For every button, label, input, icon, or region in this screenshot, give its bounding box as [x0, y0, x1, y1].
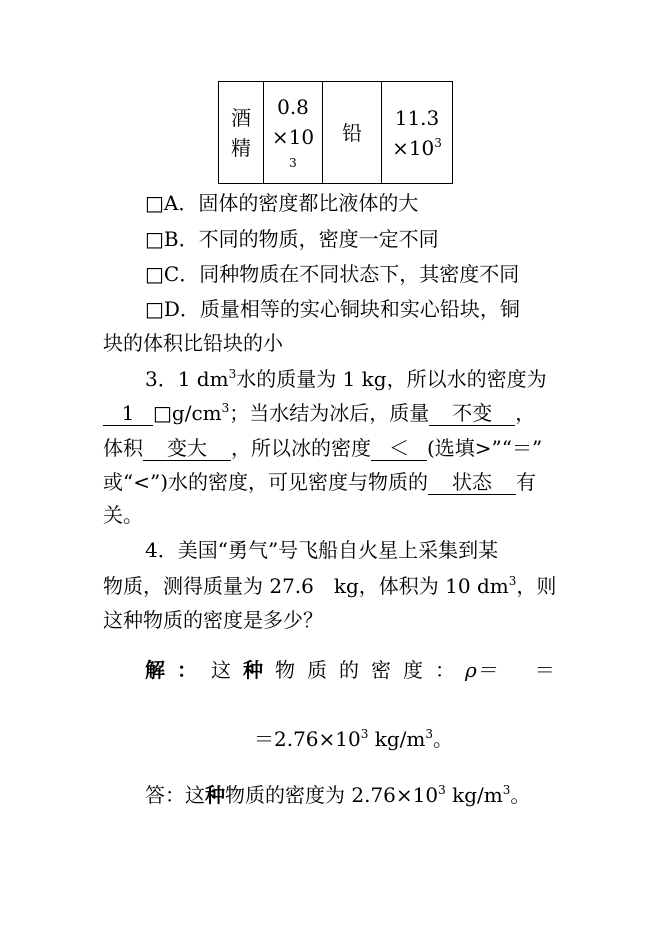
q3-line1-a: 3．1 dm	[145, 367, 229, 391]
answer-sup2: 3	[502, 783, 511, 797]
cell-alcohol-density-line1: 0.8	[277, 94, 309, 119]
cell-lead-density-mult: ×10	[392, 135, 435, 160]
q3-answer-1: 1	[103, 401, 153, 426]
answer-a: 答：这	[145, 783, 205, 807]
solution-line2-b: kg/m	[368, 727, 426, 751]
q3-text-3: ，所以冰的密度	[231, 436, 371, 460]
cell-alcohol-line1: 酒	[231, 105, 251, 130]
solution-line2-c: 。	[433, 727, 454, 751]
q4-line2	[103, 576, 556, 596]
cell-alcohol-density-line2: ×10	[271, 124, 315, 149]
q3-line4	[103, 470, 536, 495]
cell-lead: 铅	[323, 82, 382, 184]
cell-alcohol-density-line3: 3	[289, 155, 297, 170]
solution-line1	[145, 660, 555, 680]
option-d-line2: 块的体积比铅块的小	[103, 331, 283, 355]
answer-line	[145, 785, 530, 805]
q4-line2-sup: 3	[508, 574, 517, 588]
q3-text-4: (选填>”“＝”	[427, 436, 543, 460]
cell-lead-density	[382, 82, 453, 184]
option-d-line1: □D．质量相等的实心铜块和实心铅块，铜	[145, 297, 520, 321]
solution-a: 这	[211, 658, 243, 682]
cell-lead-density-exp: 3	[434, 135, 442, 150]
solution-colon2: ：	[435, 658, 455, 682]
density-table	[218, 81, 453, 184]
option-a: □A．固体的密度都比液体的大	[145, 191, 419, 215]
answer-e: 。	[510, 783, 531, 807]
q3-line3	[103, 436, 542, 461]
q3-line1-b: 水的质量为 1 kg，所以水的密度为	[236, 367, 547, 391]
solution-rest: 物质的密度	[275, 658, 435, 682]
q3-line1-sup: 3	[228, 367, 237, 381]
answer-sup: 3	[438, 783, 446, 797]
answer-c: 物质的密度为 2.76×10	[225, 783, 439, 807]
option-c: □C．同种物质在不同状态下，其密度不同	[145, 262, 520, 286]
q3-line5: 关。	[103, 503, 143, 527]
solution-b: 种	[243, 658, 275, 682]
q3-unit-1-sup: 3	[221, 401, 230, 415]
q3-line2	[103, 401, 535, 426]
cell-lead-density-line1: 11.3	[394, 105, 440, 130]
solution-rho: ρ＝	[465, 658, 497, 682]
q3-answer-2: 不变	[429, 401, 515, 426]
answer-b: 种	[205, 783, 225, 807]
cell-alcohol	[219, 82, 264, 184]
cell-alcohol-line2: 精	[231, 135, 251, 160]
solution-jie: 解	[145, 658, 165, 682]
q4-line2-b: ，则	[516, 574, 557, 598]
solution-eq: ＝	[534, 658, 555, 682]
option-b: □B．不同的物质，密度一定不同	[145, 227, 439, 251]
q3-text-2: 体积	[103, 436, 143, 460]
q3-answer-3: 变大	[143, 436, 231, 461]
q3-comma-1: ，	[515, 401, 536, 425]
q3-line1	[145, 369, 547, 389]
q4-line2-a: 物质，测得质量为 27.6 kg，体积为 10 dm	[103, 574, 509, 598]
q3-answer-4: ＜	[371, 436, 427, 461]
q3-answer-5: 状态	[428, 470, 516, 495]
cell-alcohol-density	[264, 82, 323, 184]
q3-text-1: ；当水结为冰后，质量	[229, 401, 430, 425]
solution-line2-sup: 3	[360, 727, 369, 741]
q3-unit-1: □g/cm	[153, 401, 222, 425]
q4-line1: 4．美国“勇气”号飞船自火星上采集到某	[145, 538, 499, 562]
q4-line3: 这种物质的密度是多少？	[103, 608, 323, 632]
solution-colon: ：	[177, 658, 197, 682]
solution-line2-a: ＝2.76×10	[254, 727, 361, 751]
q3-text-6: 有	[516, 470, 537, 494]
solution-line2-sup2: 3	[425, 727, 434, 741]
answer-d: kg/m	[445, 783, 503, 807]
solution-line2	[254, 729, 453, 749]
q3-text-5: 或“<”)水的密度，可见密度与物质的	[103, 470, 429, 494]
cell-lead-density-line2	[382, 133, 452, 163]
